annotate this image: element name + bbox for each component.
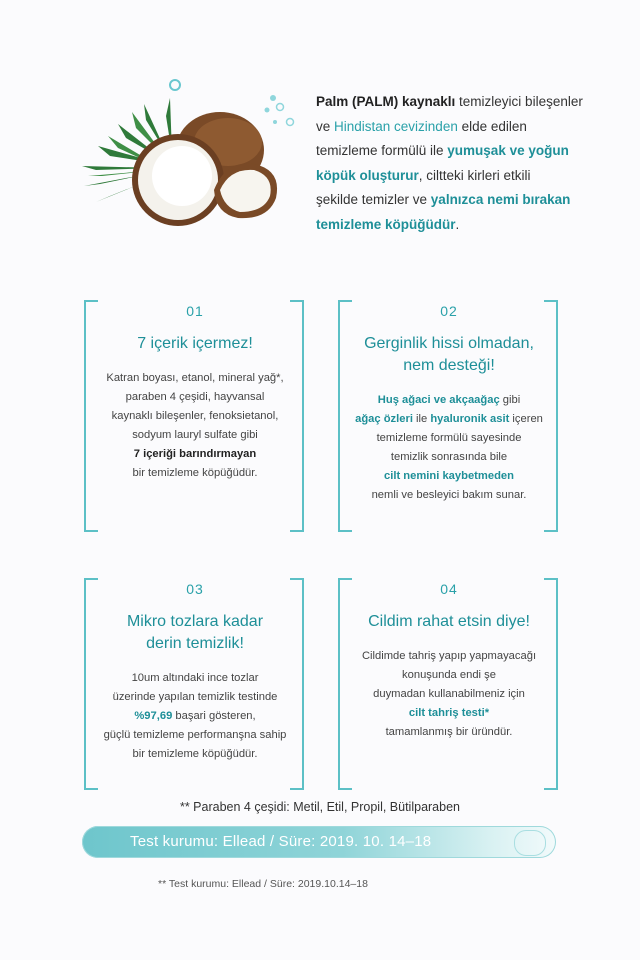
feature-card-02 xyxy=(339,303,559,505)
body-text: içeren xyxy=(509,413,543,425)
footnote: ** Test kurumu: Ellead / Süre: 2019.10.14–18 xyxy=(158,878,368,890)
card-body-line: bir temizleme köpüğüdür. xyxy=(132,467,258,479)
test-info-bar xyxy=(82,826,556,858)
card-title-line: nem desteği! xyxy=(403,357,495,374)
intro-highlight: Hindistan cevizinden xyxy=(334,118,458,134)
card-body-line: cilt tahriş testi* xyxy=(408,707,490,719)
card-body-line: cilt nemini kaybetmeden xyxy=(384,470,514,482)
card-body-line: tamamlanmış bir üründür. xyxy=(385,726,513,738)
intro-text: ve xyxy=(316,118,335,134)
card-body-line: paraben 4 çeşidi, hayvansal xyxy=(125,391,265,403)
body-text: gibi xyxy=(499,394,521,406)
intro-highlight: yalnızca nemi bırakan xyxy=(430,192,571,207)
card-body-line xyxy=(339,410,559,429)
intro-text: elde edilen xyxy=(457,118,527,134)
card-body-line: nemli ve besleyici bakım sunar. xyxy=(371,489,527,501)
card-body-line: 7 içeriği barındırmayan xyxy=(133,448,257,460)
paraben-note: ** Paraben 4 çeşidi: Metil, Etil, Propil, Bütilparaben xyxy=(179,800,460,814)
intro-highlight: yumuşak ve yoğun xyxy=(447,143,569,158)
test-info-text: Test kurumu: Ellead / Süre: 2019. 10. 14–18 xyxy=(130,833,432,850)
card-body-line: 10um altındaki ince tozlar xyxy=(131,672,259,684)
card-body-line: konuşunda endi şe xyxy=(402,669,496,681)
card-body-line xyxy=(85,707,305,726)
highlight-text: ağaç özleri xyxy=(355,413,413,425)
card-title xyxy=(339,333,559,377)
card-number: 02 xyxy=(440,303,458,319)
card-title-line: derin temizlik! xyxy=(146,635,244,652)
body-text: başari gösteren, xyxy=(172,710,256,722)
card-number: 04 xyxy=(440,581,458,597)
card-title-line: 7 içerik içermez! xyxy=(137,335,253,352)
intro-paragraph xyxy=(316,90,616,237)
highlight-text: hyaluronik asit xyxy=(430,413,510,425)
card-title xyxy=(339,611,559,633)
card-body xyxy=(85,369,305,483)
card-body-line: Katran boyası, etanol, mineral yağ*, xyxy=(106,372,284,384)
card-number: 01 xyxy=(186,303,204,319)
card-title xyxy=(85,333,305,355)
card-body-line xyxy=(339,391,559,410)
feature-card-01 xyxy=(85,303,305,483)
card-title-line: Mikro tozlara kadar xyxy=(126,613,264,630)
card-title-line: Cildim rahat etsin diye! xyxy=(368,613,530,630)
card-body-line: Cildimde tahriş yapıp yapmayacağı xyxy=(361,650,537,662)
card-title xyxy=(85,611,305,655)
intro-text: temizleyici bileşenler xyxy=(455,94,583,109)
card-number: 03 xyxy=(186,581,204,597)
card-body xyxy=(339,647,559,742)
intro-text: , ciltteki kirleri etkili xyxy=(418,167,531,183)
card-body-line: duymadan kullanabilmeniz için xyxy=(373,688,525,700)
card-body-line: üzerinde yapılan temizlik testinde xyxy=(112,691,278,703)
feature-card-04 xyxy=(339,581,559,742)
card-body xyxy=(339,391,559,505)
highlight-text: Huş ağaci ve akçaağaç xyxy=(377,394,500,406)
body-text: ile xyxy=(412,413,431,425)
card-body-line: temizleme formülü sayesinde xyxy=(376,432,522,444)
card-body-line: temizlik sonrasında bile xyxy=(390,451,508,463)
intro-text: . xyxy=(455,216,460,232)
intro-text: şekilde temizler ve xyxy=(316,192,431,207)
intro-highlight: Palm (PALM) kaynaklı xyxy=(316,94,456,109)
card-body-line: bir temizleme köpüğüdür. xyxy=(132,748,258,760)
feature-card-03 xyxy=(85,581,305,764)
card-title-line: Gerginlik hissi olmadan, xyxy=(364,335,534,352)
highlight-text: %97,69 xyxy=(134,710,173,722)
card-body xyxy=(85,669,305,764)
card-body-line: sodyum lauryl sulfate gibi xyxy=(132,429,258,441)
intro-highlight: temizleme köpüğüdür xyxy=(316,216,456,232)
bar-highlight xyxy=(514,830,546,856)
intro-highlight: köpük oluşturur xyxy=(316,167,419,183)
card-body-line: kaynaklı bileşenler, fenoksietanol, xyxy=(111,410,279,422)
coconut-illustration xyxy=(78,72,310,240)
card-body-line: güçlü temizleme performanşna sahip xyxy=(103,729,287,741)
intro-text: temizleme formülü ile xyxy=(316,143,448,158)
